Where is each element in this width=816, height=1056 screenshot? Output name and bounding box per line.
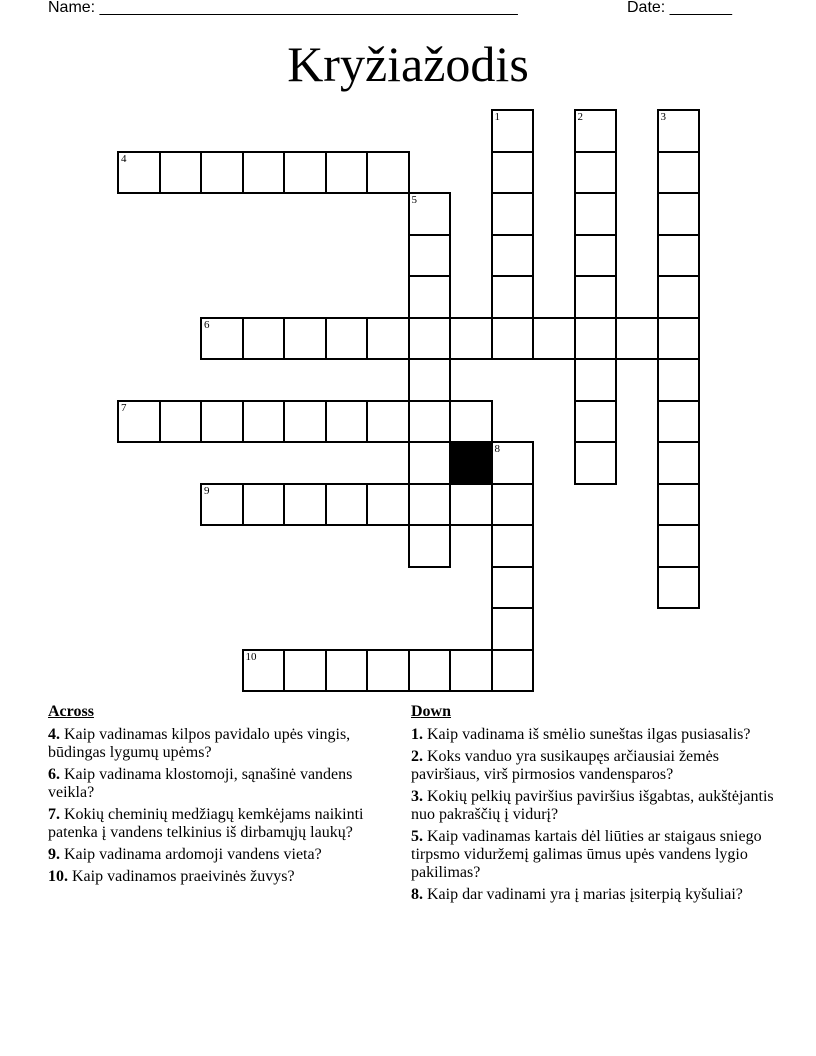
- clue-text: Kokių cheminių medžiagų kemkėjams naikinti patenka į vandens telkinius iš dirbamųjų laukų?: [48, 806, 364, 841]
- crossword-cell-5[interactable]: [408, 192, 452, 236]
- crossword-cell[interactable]: [657, 400, 701, 444]
- crossword-cell[interactable]: [242, 483, 286, 527]
- clue-across-6: [48, 766, 388, 802]
- crossword-cell[interactable]: [366, 317, 410, 361]
- clue-number: 6.: [48, 766, 60, 783]
- clue-text: Kaip vadinama ardomoji vandens vieta?: [64, 846, 322, 863]
- crossword-cell-4[interactable]: [117, 151, 161, 195]
- clue-text: Koks vanduo yra susikaupęs arčiausiai žemės paviršiaus, virš pirmosios vandensparos?: [411, 748, 719, 783]
- clue-number: 8.: [411, 886, 423, 903]
- crossword-cell[interactable]: [574, 317, 618, 361]
- cell-number: 6: [204, 318, 210, 331]
- crossword-cell[interactable]: [366, 483, 410, 527]
- clue-across-9: [48, 846, 388, 864]
- clue-down-5: [411, 828, 781, 882]
- clue-number: 4.: [48, 726, 60, 743]
- crossword-cell[interactable]: [449, 400, 493, 444]
- crossword-cell-1[interactable]: [491, 109, 535, 153]
- crossword-cell[interactable]: [366, 400, 410, 444]
- crossword-cell[interactable]: [491, 607, 535, 651]
- clue-number: 10.: [48, 868, 68, 885]
- crossword-cell[interactable]: [532, 317, 576, 361]
- clue-text: Kaip vadinamas kartais dėl liūties ar staigaus sniego tirpsmo viduržemį galimas ūmus upės vandens lygio pakilimas?: [411, 828, 762, 881]
- across-clues: [48, 703, 388, 890]
- crossword-cell[interactable]: [574, 275, 618, 319]
- crossword-cell-6[interactable]: [200, 317, 244, 361]
- crossword-cell[interactable]: [325, 400, 369, 444]
- clue-down-3: [411, 788, 781, 824]
- crossword-cell[interactable]: [615, 317, 659, 361]
- crossword-cell[interactable]: [408, 649, 452, 693]
- cell-number: 3: [660, 111, 666, 123]
- crossword-cell[interactable]: [491, 524, 535, 568]
- cell-number: 1: [494, 111, 500, 123]
- cell-number: 5: [411, 194, 417, 206]
- crossword-cell[interactable]: [574, 358, 618, 402]
- clue-number: 1.: [411, 726, 423, 743]
- crossword-cell[interactable]: [657, 151, 701, 195]
- cell-number: 10: [245, 650, 257, 663]
- crossword-cell[interactable]: [574, 441, 618, 485]
- name-field-label[interactable]: Name: _______________________________________________: [48, 0, 518, 16]
- date-field-label[interactable]: Date: _______: [627, 0, 732, 16]
- crossword-cell[interactable]: [574, 192, 618, 236]
- clue-text: Kaip vadinama klostomoji, sąnašinė vandens veikla?: [48, 766, 353, 801]
- crossword-cell[interactable]: [408, 483, 452, 527]
- crossword-cell[interactable]: [200, 400, 244, 444]
- crossword-cell-7[interactable]: [117, 400, 161, 444]
- cell-number: 2: [577, 111, 583, 123]
- crossword-cell[interactable]: [574, 400, 618, 444]
- crossword-cell[interactable]: [491, 649, 535, 693]
- crossword-cell[interactable]: [491, 317, 535, 361]
- crossword-cell[interactable]: [283, 151, 327, 195]
- crossword-cell[interactable]: [491, 275, 535, 319]
- crossword-cell[interactable]: [242, 400, 286, 444]
- crossword-cell[interactable]: [242, 151, 286, 195]
- cell-number: 4: [121, 152, 127, 165]
- clue-down-1: [411, 726, 781, 744]
- down-heading: Down: [411, 703, 452, 720]
- crossword-cell[interactable]: [325, 649, 369, 693]
- crossword-cell[interactable]: [657, 358, 701, 402]
- crossword-cell[interactable]: [449, 649, 493, 693]
- crossword-cell[interactable]: [449, 317, 493, 361]
- clue-down-8: [411, 886, 781, 904]
- clue-down-2: [411, 748, 781, 784]
- crossword-cell[interactable]: [366, 649, 410, 693]
- clue-text: Kaip vadinamas kilpos pavidalo upės vingis, būdingas lygumų upėms?: [48, 726, 351, 761]
- crossword-cell[interactable]: [325, 317, 369, 361]
- crossword-cell[interactable]: [200, 151, 244, 195]
- down-clues: [411, 703, 781, 908]
- crossword-cell[interactable]: [491, 483, 535, 527]
- clue-text: Kokių pelkių paviršius paviršius išgabtas, aukštėjantis nuo pakraščių į vidurį?: [411, 788, 774, 823]
- clue-across-4: [48, 726, 388, 762]
- crossword-cell[interactable]: [283, 649, 327, 693]
- crossword-cell[interactable]: [408, 524, 452, 568]
- clue-number: 5.: [411, 828, 423, 845]
- page-title: Kryžiažodis: [287, 36, 529, 92]
- across-heading: Across: [48, 703, 94, 720]
- crossword-cell[interactable]: [408, 441, 452, 485]
- clue-across-10: [48, 868, 388, 886]
- crossword-cell[interactable]: [657, 275, 701, 319]
- crossword-cell[interactable]: [657, 566, 701, 610]
- crossword-cell[interactable]: [491, 234, 535, 278]
- crossword-cell[interactable]: [242, 317, 286, 361]
- crossword-cell[interactable]: [408, 234, 452, 278]
- crossword-cell[interactable]: [408, 275, 452, 319]
- clue-number: 3.: [411, 788, 423, 805]
- cell-number: 7: [121, 401, 127, 414]
- crossword-cell-3[interactable]: [657, 109, 701, 153]
- crossword-cell[interactable]: [657, 524, 701, 568]
- crossword-cell[interactable]: [159, 400, 203, 444]
- crossword-cell[interactable]: [283, 317, 327, 361]
- crossword-cell[interactable]: [491, 192, 535, 236]
- crossword-cell[interactable]: [574, 234, 618, 278]
- crossword-cell[interactable]: [159, 151, 203, 195]
- crossword-cell[interactable]: [657, 441, 701, 485]
- crossword-cell[interactable]: [283, 483, 327, 527]
- crossword-cell[interactable]: [408, 400, 452, 444]
- clue-number: 7.: [48, 806, 60, 823]
- crossword-cell[interactable]: [657, 234, 701, 278]
- crossword-cell[interactable]: [491, 151, 535, 195]
- crossword-cell[interactable]: [491, 566, 535, 610]
- crossword-cell-10[interactable]: [242, 649, 286, 693]
- clue-text: Kaip vadinama iš smėlio suneštas ilgas pusiasalis?: [427, 726, 751, 743]
- crossword-cell[interactable]: [325, 151, 369, 195]
- crossword-cell[interactable]: [449, 483, 493, 527]
- clue-number: 9.: [48, 846, 60, 863]
- crossword-cell[interactable]: [574, 151, 618, 195]
- clue-text: Kaip dar vadinami yra į marias įsiterpią kyšuliai?: [427, 886, 743, 903]
- crossword-cell[interactable]: [366, 151, 410, 195]
- crossword-cell[interactable]: [408, 358, 452, 402]
- cell-number: 8: [494, 443, 500, 455]
- clue-number: 2.: [411, 748, 423, 765]
- clue-across-7: [48, 806, 388, 842]
- crossword-cell[interactable]: [283, 400, 327, 444]
- cell-number: 9: [204, 484, 210, 497]
- crossword-cell-9[interactable]: [200, 483, 244, 527]
- crossword-cell[interactable]: [657, 483, 701, 527]
- crossword-cell[interactable]: [657, 317, 701, 361]
- blocked-cell: [449, 441, 493, 485]
- crossword-cell[interactable]: [657, 192, 701, 236]
- crossword-cell-8[interactable]: [491, 441, 535, 485]
- clue-text: Kaip vadinamos praeivinės žuvys?: [72, 868, 295, 885]
- crossword-cell[interactable]: [408, 317, 452, 361]
- crossword-cell-2[interactable]: [574, 109, 618, 153]
- crossword-cell[interactable]: [325, 483, 369, 527]
